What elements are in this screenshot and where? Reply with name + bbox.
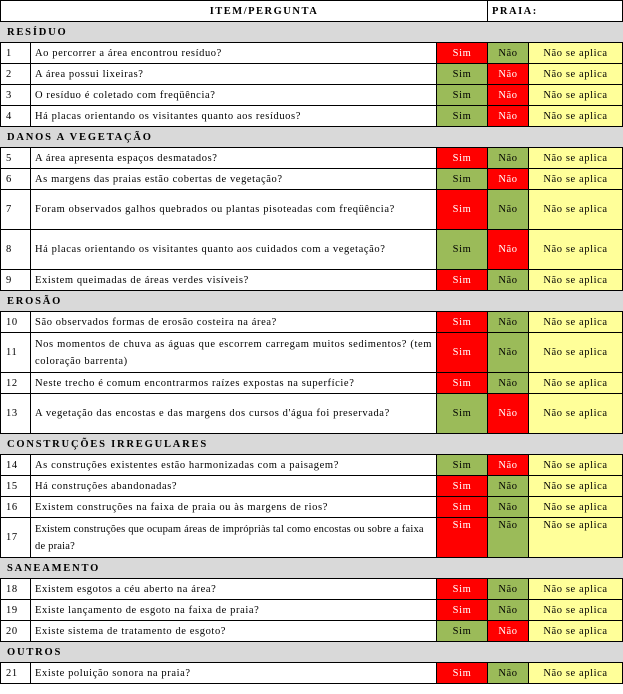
nao-se-aplica-option[interactable]: Não se aplica <box>529 148 623 169</box>
section-title: RESÍDUO <box>1 22 623 43</box>
sim-option[interactable]: Sim <box>437 64 488 85</box>
table-row <box>1 518 623 558</box>
question-text: A área possui lixeiras? <box>31 64 437 85</box>
nao-se-aplica-option[interactable]: Não se aplica <box>529 455 623 476</box>
header-row <box>1 1 623 22</box>
sim-option[interactable]: Sim <box>437 85 488 106</box>
nao-option[interactable]: Não <box>488 333 529 373</box>
section-title: DANOS A VEGETAÇÃO <box>1 127 623 148</box>
table-row <box>1 270 623 291</box>
question-text: Ao percorrer a área encontrou resíduo? <box>31 43 437 64</box>
nao-se-aplica-option[interactable]: Não se aplica <box>529 190 623 230</box>
item-header <box>1 1 488 22</box>
nao-option[interactable]: Não <box>488 497 529 518</box>
sim-option[interactable]: Sim <box>437 270 488 291</box>
nao-se-aplica-option[interactable]: Não se aplica <box>529 497 623 518</box>
row-number: 19 <box>1 600 31 621</box>
nao-se-aplica-option[interactable]: Não se aplica <box>529 312 623 333</box>
table-row <box>1 64 623 85</box>
row-number: 4 <box>1 106 31 127</box>
sim-option[interactable]: Sim <box>437 333 488 373</box>
sim-option[interactable]: Sim <box>437 579 488 600</box>
question-text: A área apresenta espaços desmatados? <box>31 148 437 169</box>
sim-option[interactable]: Sim <box>437 600 488 621</box>
question-text: Existe sistema de tratamento de esgoto? <box>31 621 437 642</box>
row-number: 8 <box>1 230 31 270</box>
section-title: SANEAMENTO <box>1 558 623 579</box>
question-text: Existem queimadas de áreas verdes visíveis? <box>31 270 437 291</box>
nao-option[interactable]: Não <box>488 476 529 497</box>
row-number: 6 <box>1 169 31 190</box>
table-row <box>1 394 623 434</box>
nao-se-aplica-option[interactable]: Não se aplica <box>529 579 623 600</box>
nao-se-aplica-option[interactable]: Não se aplica <box>529 394 623 434</box>
nao-option[interactable]: Não <box>488 455 529 476</box>
nao-option[interactable]: Não <box>488 169 529 190</box>
row-number: 2 <box>1 64 31 85</box>
row-number: 1 <box>1 43 31 64</box>
table-row <box>1 169 623 190</box>
sim-option[interactable]: Sim <box>437 621 488 642</box>
question-text: Existem construções na faixa de praia ou às margens de rios? <box>31 497 437 518</box>
question-text: Existe lançamento de esgoto na faixa de praia? <box>31 600 437 621</box>
table-row <box>1 579 623 600</box>
row-number: 9 <box>1 270 31 291</box>
question-text: São observados formas de erosão costeira na área? <box>31 312 437 333</box>
sim-option[interactable]: Sim <box>437 106 488 127</box>
question-text: Foram observados galhos quebrados ou plantas pisoteadas com freqüência? <box>31 190 437 230</box>
question-text: Existem esgotos a céu aberto na área? <box>31 579 437 600</box>
question-text: Há placas orientando os visitantes quanto aos resíduos? <box>31 106 437 127</box>
table-row <box>1 476 623 497</box>
question-text: Há placas orientando os visitantes quanto aos cuidados com a vegetação? <box>31 230 437 270</box>
nao-option[interactable]: Não <box>488 663 529 684</box>
question-text: O resíduo é coletado com freqüência? <box>31 85 437 106</box>
nao-option[interactable]: Não <box>488 270 529 291</box>
table-row <box>1 106 623 127</box>
sim-option[interactable]: Sim <box>437 394 488 434</box>
section-title: CONSTRUÇÕES IRREGULARES <box>1 434 623 455</box>
row-number: 18 <box>1 579 31 600</box>
row-number: 5 <box>1 148 31 169</box>
nao-option[interactable]: Não <box>488 600 529 621</box>
row-number: 20 <box>1 621 31 642</box>
question-text: As margens das praias estão cobertas de vegetação? <box>31 169 437 190</box>
item-header-label: ITEM/PERGUNTA <box>209 5 319 17</box>
row-number: 7 <box>1 190 31 230</box>
question-text: Existem construções que ocupam áreas de imprópriàs tal como encostas ou sobre a faixa de praia? <box>31 518 437 558</box>
row-number: 14 <box>1 455 31 476</box>
nao-option[interactable]: Não <box>488 579 529 600</box>
sim-option[interactable]: Sim <box>437 476 488 497</box>
section-title: EROSÃO <box>1 291 623 312</box>
section-title: OUTROS <box>1 642 623 663</box>
nao-option[interactable]: Não <box>488 312 529 333</box>
nao-se-aplica-option[interactable]: Não se aplica <box>529 621 623 642</box>
table-row <box>1 312 623 333</box>
nao-se-aplica-option[interactable]: Não se aplica <box>529 85 623 106</box>
nao-option[interactable]: Não <box>488 190 529 230</box>
row-number: 11 <box>1 333 31 373</box>
question-text: A vegetação das encostas e das margens dos cursos d'água foi preservada? <box>31 394 437 434</box>
row-number: 15 <box>1 476 31 497</box>
question-text: Existe poluição sonora na praia? <box>31 663 437 684</box>
nao-se-aplica-option[interactable]: Não se aplica <box>529 270 623 291</box>
table-row <box>1 600 623 621</box>
nao-se-aplica-option[interactable]: Não se aplica <box>529 64 623 85</box>
question-text: Há construções abandonadas? <box>31 476 437 497</box>
sim-option[interactable]: Sim <box>437 169 488 190</box>
nao-option[interactable]: Não <box>488 43 529 64</box>
nao-option[interactable]: Não <box>488 106 529 127</box>
nao-option[interactable]: Não <box>488 621 529 642</box>
nao-se-aplica-option[interactable]: Não se aplica <box>529 169 623 190</box>
nao-option[interactable]: Não <box>488 518 529 558</box>
nao-se-aplica-option[interactable]: Não se aplica <box>529 43 623 64</box>
section-danos-vegetacao <box>1 127 623 148</box>
table-row <box>1 497 623 518</box>
nao-se-aplica-option[interactable]: Não se aplica <box>529 476 623 497</box>
nao-se-aplica-option[interactable]: Não se aplica <box>529 373 623 394</box>
sim-option[interactable]: Sim <box>437 518 488 558</box>
nao-option[interactable]: Não <box>488 373 529 394</box>
table-row <box>1 230 623 270</box>
row-number: 13 <box>1 394 31 434</box>
row-number: 3 <box>1 85 31 106</box>
row-number: 21 <box>1 663 31 684</box>
table-row <box>1 333 623 373</box>
row-number: 12 <box>1 373 31 394</box>
nao-option[interactable]: Não <box>488 230 529 270</box>
table-row <box>1 85 623 106</box>
sim-option[interactable]: Sim <box>437 455 488 476</box>
table-row <box>1 455 623 476</box>
nao-se-aplica-option[interactable]: Não se aplica <box>529 518 623 558</box>
nao-option[interactable]: Não <box>488 85 529 106</box>
question-text: As construções existentes estão harmonizadas com a paisagem? <box>31 455 437 476</box>
sim-option[interactable]: Sim <box>437 312 488 333</box>
nao-se-aplica-option[interactable]: Não se aplica <box>529 600 623 621</box>
row-number: 17 <box>1 518 31 558</box>
nao-option[interactable]: Não <box>488 148 529 169</box>
section-construcoes-irregulares <box>1 434 623 455</box>
nao-option[interactable]: Não <box>488 64 529 85</box>
nao-se-aplica-option[interactable]: Não se aplica <box>529 230 623 270</box>
section-saneamento <box>1 558 623 579</box>
sim-option[interactable]: Sim <box>437 148 488 169</box>
nao-option[interactable]: Não <box>488 394 529 434</box>
praia-header <box>488 1 623 22</box>
table-row <box>1 190 623 230</box>
section-residuo <box>1 22 623 43</box>
nao-se-aplica-option[interactable]: Não se aplica <box>529 663 623 684</box>
sim-option[interactable]: Sim <box>437 663 488 684</box>
nao-se-aplica-option[interactable]: Não se aplica <box>529 106 623 127</box>
sim-option[interactable]: Sim <box>437 230 488 270</box>
sim-option[interactable]: Sim <box>437 373 488 394</box>
question-text: Nos momentos de chuva as águas que escorrem carregam muitos sedimentos? (tem coloração barrenta) <box>31 333 437 373</box>
table-row <box>1 43 623 64</box>
table-row <box>1 148 623 169</box>
sim-option[interactable]: Sim <box>437 497 488 518</box>
question-text: Neste trecho é comum encontrarmos raízes expostas na superfície? <box>31 373 437 394</box>
table-row <box>1 663 623 684</box>
praia-header-label: PRAIA: <box>492 5 538 17</box>
section-outros <box>1 642 623 663</box>
nao-se-aplica-option[interactable]: Não se aplica <box>529 333 623 373</box>
sim-option[interactable]: Sim <box>437 190 488 230</box>
row-number: 16 <box>1 497 31 518</box>
table-row <box>1 373 623 394</box>
row-number: 10 <box>1 312 31 333</box>
table-row <box>1 621 623 642</box>
section-erosao <box>1 291 623 312</box>
sim-option[interactable]: Sim <box>437 43 488 64</box>
